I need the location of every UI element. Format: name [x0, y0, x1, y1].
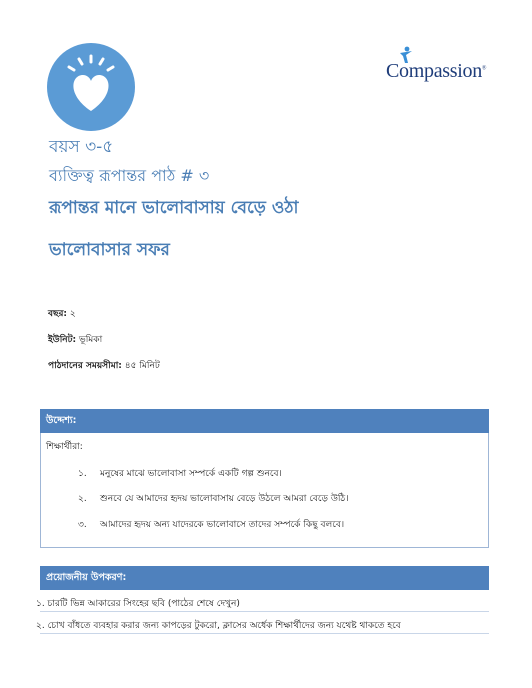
material-item: ১. চারটি ভিন্ন আকারের সিংহের ছবি (পাঠের শেষে দেখুন): [36, 599, 240, 609]
brand-name: Compassion®: [386, 60, 487, 82]
unit-line: [48, 332, 102, 347]
age-range: বয়স ৩-৫: [49, 137, 114, 157]
materials-heading: প্রয়োজনীয় উপকরণ:: [40, 566, 489, 590]
objective-item: ২. শুনবে যে আমাদের হৃদয় ভালোবাসায় বেড়ে উঠলে আমরা বেড়ে উঠি।: [78, 494, 349, 504]
time-line: [48, 358, 160, 373]
year-label: বছর:: [48, 309, 68, 319]
divider: [40, 633, 489, 634]
objectives-heading: উদ্দেশ্য:: [40, 409, 489, 433]
objective-item: ৩. আমাদের হৃদয় অন্য যাদেরকে ভালোবাসে তাদের সম্পর্কে কিছু বলবে।: [78, 520, 345, 530]
page-title: রূপান্তর মানে ভালোবাসায় বেড়ে ওঠা: [49, 198, 299, 218]
page-subtitle: ভালোবাসার সফর: [49, 240, 170, 260]
unit-label: ইউনিট:: [48, 335, 77, 345]
objective-item: ১. মনুষের মাঝে ভালোবাসা সম্পর্কে একটি গল্প শুনবে।: [78, 469, 282, 479]
brand-logo: [386, 46, 496, 86]
time-value: ৪৫ মিনিট: [121, 361, 160, 371]
material-item: ২. চোখ বাঁধতে ব্যবহার করার জন্য কাপড়ের টুকরো, ক্লাসের অর্ধেক শিক্ষার্থীদের জন্য যথেষ্ট থাকতে হবে: [36, 621, 401, 631]
heart-in-circle-icon: [47, 43, 135, 131]
unit-value: ভূমিকা: [76, 335, 103, 345]
year-value: ২: [67, 309, 76, 319]
lesson-number: ব্যক্তিত্ব রূপান্তর পাঠ # ৩: [49, 166, 210, 185]
objectives-intro: শিক্ষার্থীরা:: [46, 442, 83, 452]
time-label: পাঠদানের সময়সীমা:: [48, 361, 122, 371]
year-line: [48, 306, 76, 321]
objectives-box: [40, 433, 489, 548]
divider: [40, 611, 489, 612]
